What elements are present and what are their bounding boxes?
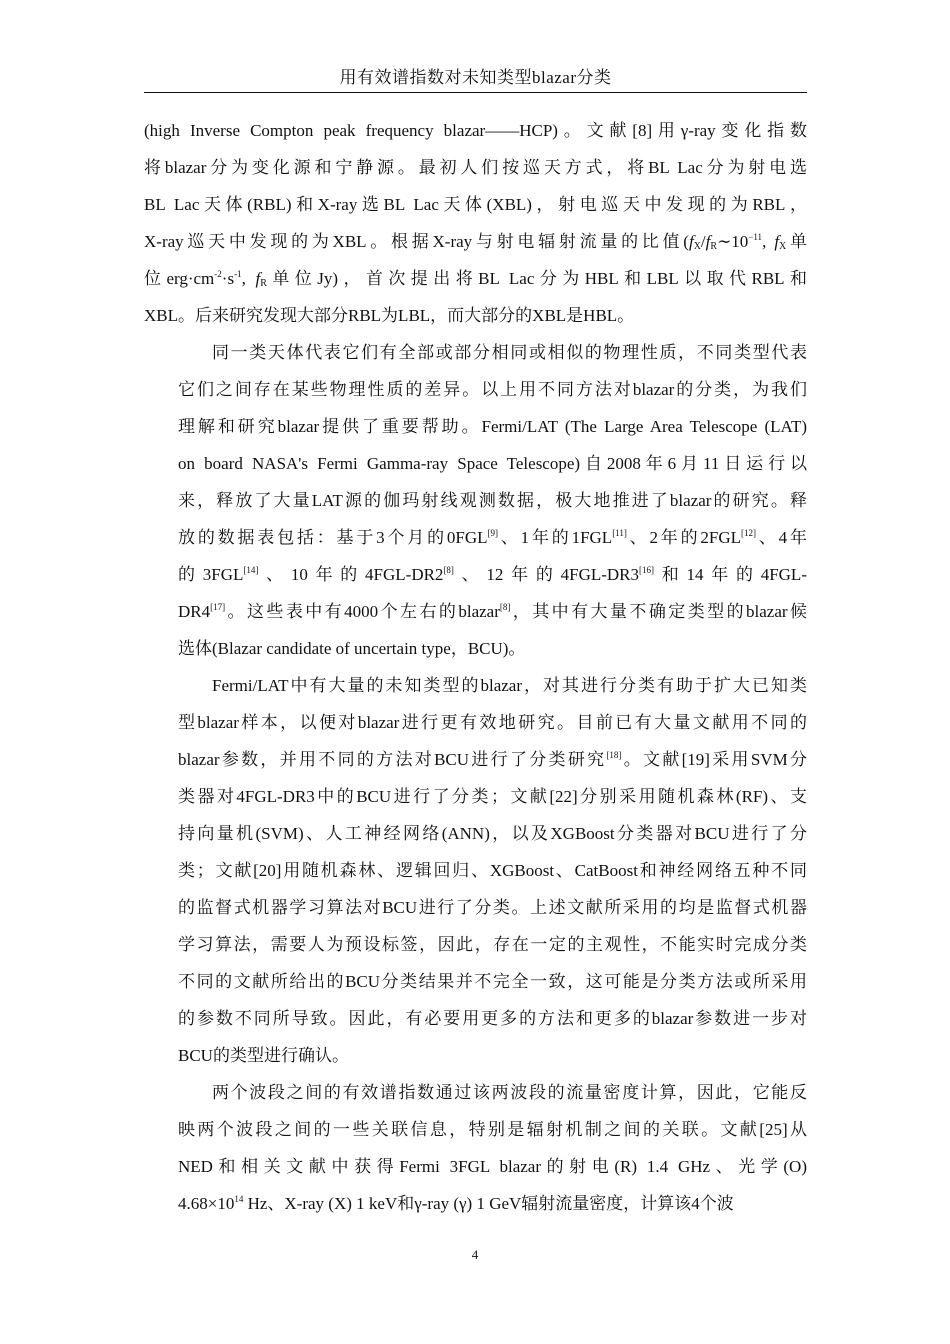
paragraph: [144, 1074, 807, 1222]
text-line: 同一类天体代表它们有全部或部分相同或相似的物理性质，不同类型代表: [212, 343, 807, 362]
text-line: on board NASA's Fermi Gamma-ray Space Telescope)自2008年6月11日运行以: [178, 454, 807, 473]
text-line: 不同的文献所给出的BCU分类结果并不完全一致，这可能是分类方法或所采用: [178, 972, 807, 991]
text-line: 选体(Blazar candidate of uncertain type，BCU)。: [178, 639, 526, 658]
header-rule: [144, 92, 807, 93]
text-line: NED和相关文献中获得Fermi 3FGL blazar的射电(R) 1.4 GHz、光学(O): [178, 1157, 807, 1176]
text-line: 学习算法，需要人为预设标签，因此，存在一定的主观性，不能实时完成分类: [178, 935, 807, 954]
text-line: 理解和研究blazar提供了重要帮助。Fermi/LAT (The Large Area Telescope (LAT): [178, 417, 807, 436]
text-line: X-ray巡天中发现的为XBL。根据X-ray与射电辐射流量的比值($f_X/f_R\sim 10^{-11}$, $f_X$单: [144, 232, 808, 252]
text-line: 放的数据表包括：基于3个月的0FGL[9]、1年的1FGL[11]、2年的2FGL[12]、4年: [178, 528, 807, 547]
text-line: 的参数不同所导致。因此，有必要用更多的方法和更多的blazar参数进一步对: [178, 1009, 807, 1028]
text-line: 两个波段之间的有效谱指数通过该两波段的流量密度计算，因此，它能反: [212, 1083, 807, 1102]
text-line: (high Inverse Compton peak frequency blazar——HCP)。文献[8]用γ-ray变化指数: [144, 121, 807, 140]
page-body: [144, 112, 807, 1222]
text-line: 映两个波段之间的一些关联信息，特别是辐射机制之间的关联。文献[25]从: [178, 1120, 807, 1139]
text-line: 位$erg\cdot cm^{-2}\cdot s^{-1}$, $f_R$单位Jy)，首次提出将BL Lac分为HBL和LBL以取代RBL和: [144, 269, 808, 289]
text-line: 来，释放了大量LAT源的伽玛射线观测数据，极大地推进了blazar的研究。释: [178, 491, 807, 510]
text-line: 持向量机(SVM)、人工神经网络(ANN)，以及XGBoost分类器对BCU进行了分: [178, 824, 807, 843]
text-line: 将blazar分为变化源和宁静源。最初人们按巡天方式，将BL Lac分为射电选: [144, 158, 807, 177]
running-header: 用有效谱指数对未知类型blazar分类: [339, 68, 612, 87]
text-line: 的监督式机器学习算法对BCU进行了分类。上述文献所采用的均是监督式机器: [178, 898, 807, 917]
text-line: 型blazar样本，以便对blazar进行更有效地研究。目前已有大量文献用不同的: [178, 713, 807, 732]
text-line: BL Lac天体(RBL)和X-ray选BL Lac天体(XBL)，射电巡天中发现的为RBL，: [144, 195, 807, 214]
text-line: blazar参数，并用不同的方法对BCU进行了分类研究[18]。文献[19]采用SVM分: [178, 750, 807, 769]
paragraph: [144, 112, 807, 334]
page-number: 4: [471, 1247, 479, 1262]
paragraph: [144, 334, 807, 667]
text-line: BCU的类型进行确认。: [178, 1046, 349, 1065]
text-line: XBL。后来研究发现大部分RBL为LBL，而大部分的XBL是HBL。: [144, 306, 635, 325]
text-line: 它们之间存在某些物理性质的差异。以上用不同方法对blazar的分类，为我们: [178, 380, 807, 399]
paragraph: [144, 667, 807, 1074]
text-line: $4.68\times 10^{14}$ Hz、X-ray (X) 1 keV和γ-ray (γ) 1 GeV辐射流量密度，计算该4个波: [178, 1194, 734, 1213]
text-line: 类；文献[20]用随机森林、逻辑回归、XGBoost、CatBoost和神经网络五种不同: [178, 861, 807, 880]
text-line: Fermi/LAT中有大量的未知类型的blazar，对其进行分类有助于扩大已知类: [212, 676, 807, 695]
text-line: 类器对4FGL-DR3中的BCU进行了分类；文献[22]分别采用随机森林(RF)、支: [178, 787, 807, 806]
text-line: DR4[17]。这些表中有4000个左右的blazar[8]，其中有大量不确定类型的blazar候: [178, 602, 807, 621]
text-line: 的3FGL[14]、10年的4FGL-DR2[8]、12年的4FGL-DR3[16]和14年的4FGL-: [178, 565, 807, 584]
